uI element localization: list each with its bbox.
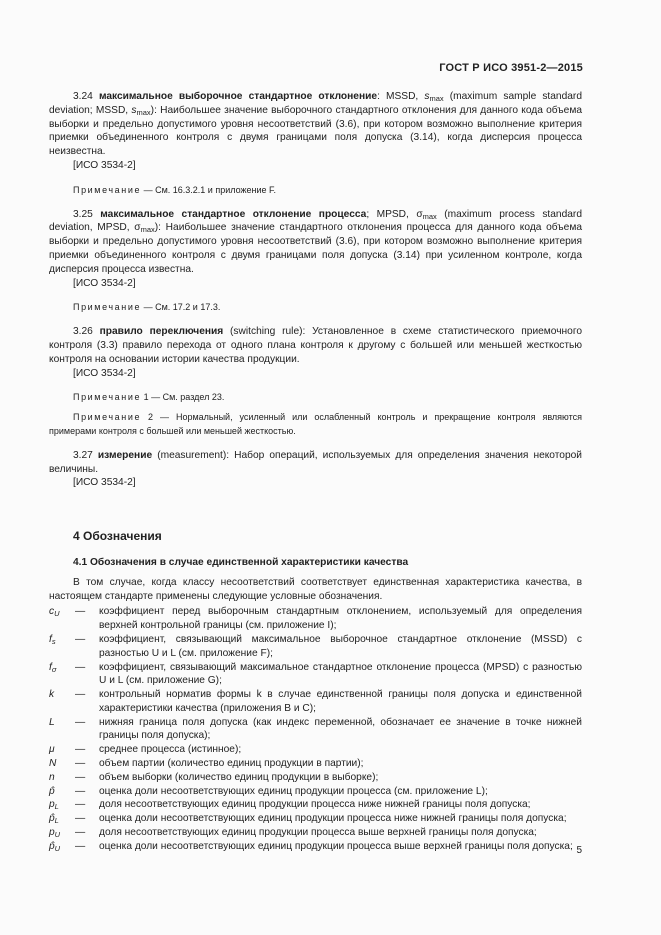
term-number: 3.26 — [73, 326, 93, 338]
definition-symbol — [49, 661, 75, 675]
definition-dash: — — [75, 661, 86, 673]
symbol: c — [49, 606, 55, 618]
term-3-25 — [49, 208, 582, 277]
definition-dash: — — [75, 840, 86, 852]
symbol: p̂ — [49, 840, 55, 852]
symbol-subscript: L — [54, 802, 59, 812]
term-definition: (switching rule): Установленное в схеме статистического приемочного контроля (3.3) правило перехода от одного плана контроля к другому с большей или меньшей жесткостью контроля на основании истории качества продукции. — [49, 326, 583, 365]
term-definition: ): Наибольшее значение стандартного отклонения процесса для данного кода объема выборки и предельно допустимого уровня несоответствий (3.6), при котором возможно выполнение критерия приемки объединенного контроля с двумя границами поля допуска (3.14) при усиленном контроле, когда дисперсия процесса известна. — [49, 222, 582, 275]
symbol: σ — [416, 208, 423, 220]
term-number: 3.25 — [73, 208, 93, 220]
term-number: 3.24 — [73, 91, 93, 102]
definition-row — [49, 716, 582, 744]
definition-text: контрольный норматив формы k в случае единственной границы поля допуска и единственной характеристики качества (приложения B и C); — [99, 689, 582, 714]
symbol-subscript: s — [51, 636, 56, 646]
symbol: p̂ — [49, 813, 55, 825]
note-label: Примечание — [73, 412, 142, 423]
definition-dash: — — [75, 771, 86, 783]
symbol: p — [49, 799, 55, 811]
symbol: n — [49, 771, 55, 783]
symbol: μ — [49, 744, 55, 756]
definition-row — [49, 605, 582, 633]
section-title: 4 Обозначения — [73, 529, 162, 544]
definition-row — [49, 798, 582, 812]
definition-symbol — [49, 826, 75, 840]
definition-row — [49, 633, 582, 661]
definition-text: оценка доли несоответствующих единиц продукции процесса ниже нижней границы поля допуска; — [99, 813, 567, 825]
note-text: 1 — См. раздел 23. — [141, 392, 225, 403]
note-label: Примечание — [73, 392, 142, 403]
definition-text: коэффициент, связывающий максимальное выборочное стандартное отклонение (MSSD) с разностью U и L (см. приложение F); — [99, 633, 582, 659]
definition-dash: — — [75, 633, 86, 645]
term-note-2 — [49, 411, 582, 439]
note-text: 2 — Нормальный, усиленный или ослабленный контроль и прекращение контроля являются примерами контроля с большей или меньшей жесткостью. — [49, 412, 582, 436]
term-title: максимальное выборочное стандартное отклонение — [98, 91, 378, 102]
definition-dash: — — [75, 799, 86, 811]
definition-dash: — — [75, 758, 86, 770]
symbol-definitions — [49, 605, 582, 853]
term-definition: (measurement): Набор операций, используемых для определения значения некоторой величины. — [49, 449, 582, 475]
definition-text: нижняя граница поля допуска (как индекс переменной, обозначает ее значение в точке нижней границы поля допуска); — [99, 716, 582, 742]
symbol: σ — [134, 222, 141, 234]
definition-row — [49, 661, 582, 689]
definition-symbol — [49, 716, 75, 730]
definition-text: коэффициент перед выборочным стандартным отклонением, используемый для определения верхней контрольной границы (см. приложение I); — [99, 606, 582, 632]
symbol-subscript: U — [54, 843, 61, 853]
definition-symbol — [49, 785, 75, 799]
symbol: k — [49, 689, 55, 701]
definition-row — [49, 785, 582, 799]
symbol: s — [131, 104, 137, 116]
section-intro: В том случае, когда классу несоответствий соответствует единственная характеристика качества, в настоящем стандарте применены следующие условные обозначения. — [49, 576, 582, 602]
definition-symbol — [49, 633, 75, 647]
definition-symbol — [49, 688, 75, 702]
symbol: p̂ — [49, 785, 55, 797]
term-3-24 — [49, 90, 582, 159]
definition-dash: — — [75, 716, 86, 728]
page-content — [49, 90, 582, 854]
definition-row — [49, 688, 582, 716]
definition-text: доля несоответствующих единиц продукции процесса ниже нижней границы поля допуска; — [99, 799, 531, 811]
subsection-title: 4.1 Обозначения в случае единственной характеристики качества — [73, 556, 409, 568]
symbol: p — [49, 827, 55, 839]
term-source: [ИСО 3534-2] — [73, 367, 136, 379]
note-label: Примечание — [73, 184, 142, 195]
definition-dash: — — [75, 813, 86, 825]
note-text: — См. 16.3.2.1 и приложение F. — [141, 184, 277, 195]
term-abbrev: : MSSD, — [377, 91, 425, 102]
definition-symbol — [49, 757, 75, 771]
symbol: f — [49, 661, 52, 673]
term-3-27 — [49, 449, 582, 477]
definition-dash: — — [75, 785, 86, 797]
symbol-subscript: L — [54, 816, 59, 826]
term-english: (maximum process standard deviation, MPSD, — [49, 208, 582, 234]
definition-row — [49, 826, 582, 840]
definition-text: коэффициент, связывающий максимальное стандартное отклонение процесса (MPSD) с разностью U и L (см. приложение G); — [99, 661, 582, 687]
note-text: — См. 17.2 и 17.3. — [141, 302, 221, 313]
definition-dash: — — [75, 827, 86, 839]
symbol: L — [49, 716, 55, 728]
term-title: максимальное стандартное отклонение процесса — [100, 208, 367, 220]
definition-text: доля несоответствующих единиц продукции процесса выше верхней границы поля допуска; — [99, 827, 537, 839]
definition-row — [49, 812, 582, 826]
symbol-subscript: max — [429, 94, 444, 103]
standard-header: ГОСТ Р ИСО 3951-2—2015 — [439, 62, 583, 74]
definition-row — [49, 771, 582, 785]
term-source: [ИСО 3534-2] — [73, 477, 136, 489]
term-note-1 — [49, 391, 582, 405]
symbol: s — [424, 91, 430, 102]
symbol-subscript: max — [422, 211, 437, 221]
term-title: измерение — [97, 449, 153, 461]
term-number: 3.27 — [73, 449, 93, 461]
definition-row — [49, 743, 582, 757]
term-note — [49, 184, 582, 198]
definition-row — [49, 757, 582, 771]
term-definition: ): Наибольшее значение выборочного стандартного отклонения для данного кода объема выборки и предельно допустимого уровня несоответствий (3.6), при котором возможно выполнение критерия приемки объединенного контроля с двумя границами поля допуска (3.14), когда дисперсия процесса неизвестна. — [49, 104, 582, 158]
definition-symbol — [49, 743, 75, 757]
definition-symbol — [49, 771, 75, 785]
symbol-subscript: σ — [51, 664, 57, 674]
symbol: f — [49, 633, 52, 645]
definition-text: оценка доли несоответствующих единиц продукции процесса выше верхней границы поля допуска; — [99, 840, 573, 852]
definition-text: оценка доли несоответствующих единиц продукции процесса (см. приложение L); — [99, 785, 488, 797]
definition-text: объем выборки (количество единиц продукции в выборке); — [99, 771, 379, 783]
symbol-subscript: max — [140, 225, 155, 235]
term-abbrev: ; MPSD, — [366, 208, 417, 220]
definition-dash: — — [75, 744, 86, 756]
term-title: правило переключения — [99, 326, 224, 338]
symbol-subscript: max — [136, 107, 151, 117]
definition-symbol — [49, 812, 75, 826]
definition-symbol — [49, 605, 75, 619]
definition-row — [49, 840, 582, 854]
term-note — [49, 301, 582, 315]
definition-symbol — [49, 840, 75, 854]
definition-dash: — — [75, 689, 86, 701]
term-source: [ИСО 3534-2] — [73, 277, 136, 289]
symbol-subscript: U — [54, 830, 61, 840]
definition-symbol — [49, 798, 75, 812]
page-number: 5 — [576, 845, 582, 856]
symbol: N — [49, 758, 57, 770]
definition-dash: — — [75, 606, 86, 618]
symbol-subscript: U — [54, 609, 60, 619]
term-source: [ИСО 3534-2] — [73, 159, 136, 171]
term-english: (maximum sample standard deviation; MSSD, — [49, 91, 582, 116]
term-3-26 — [49, 325, 582, 366]
definition-text: объем партии (количество единиц продукции в партии); — [99, 758, 364, 770]
note-label: Примечание — [73, 302, 142, 313]
definition-text: среднее процесса (истинное); — [99, 744, 242, 756]
